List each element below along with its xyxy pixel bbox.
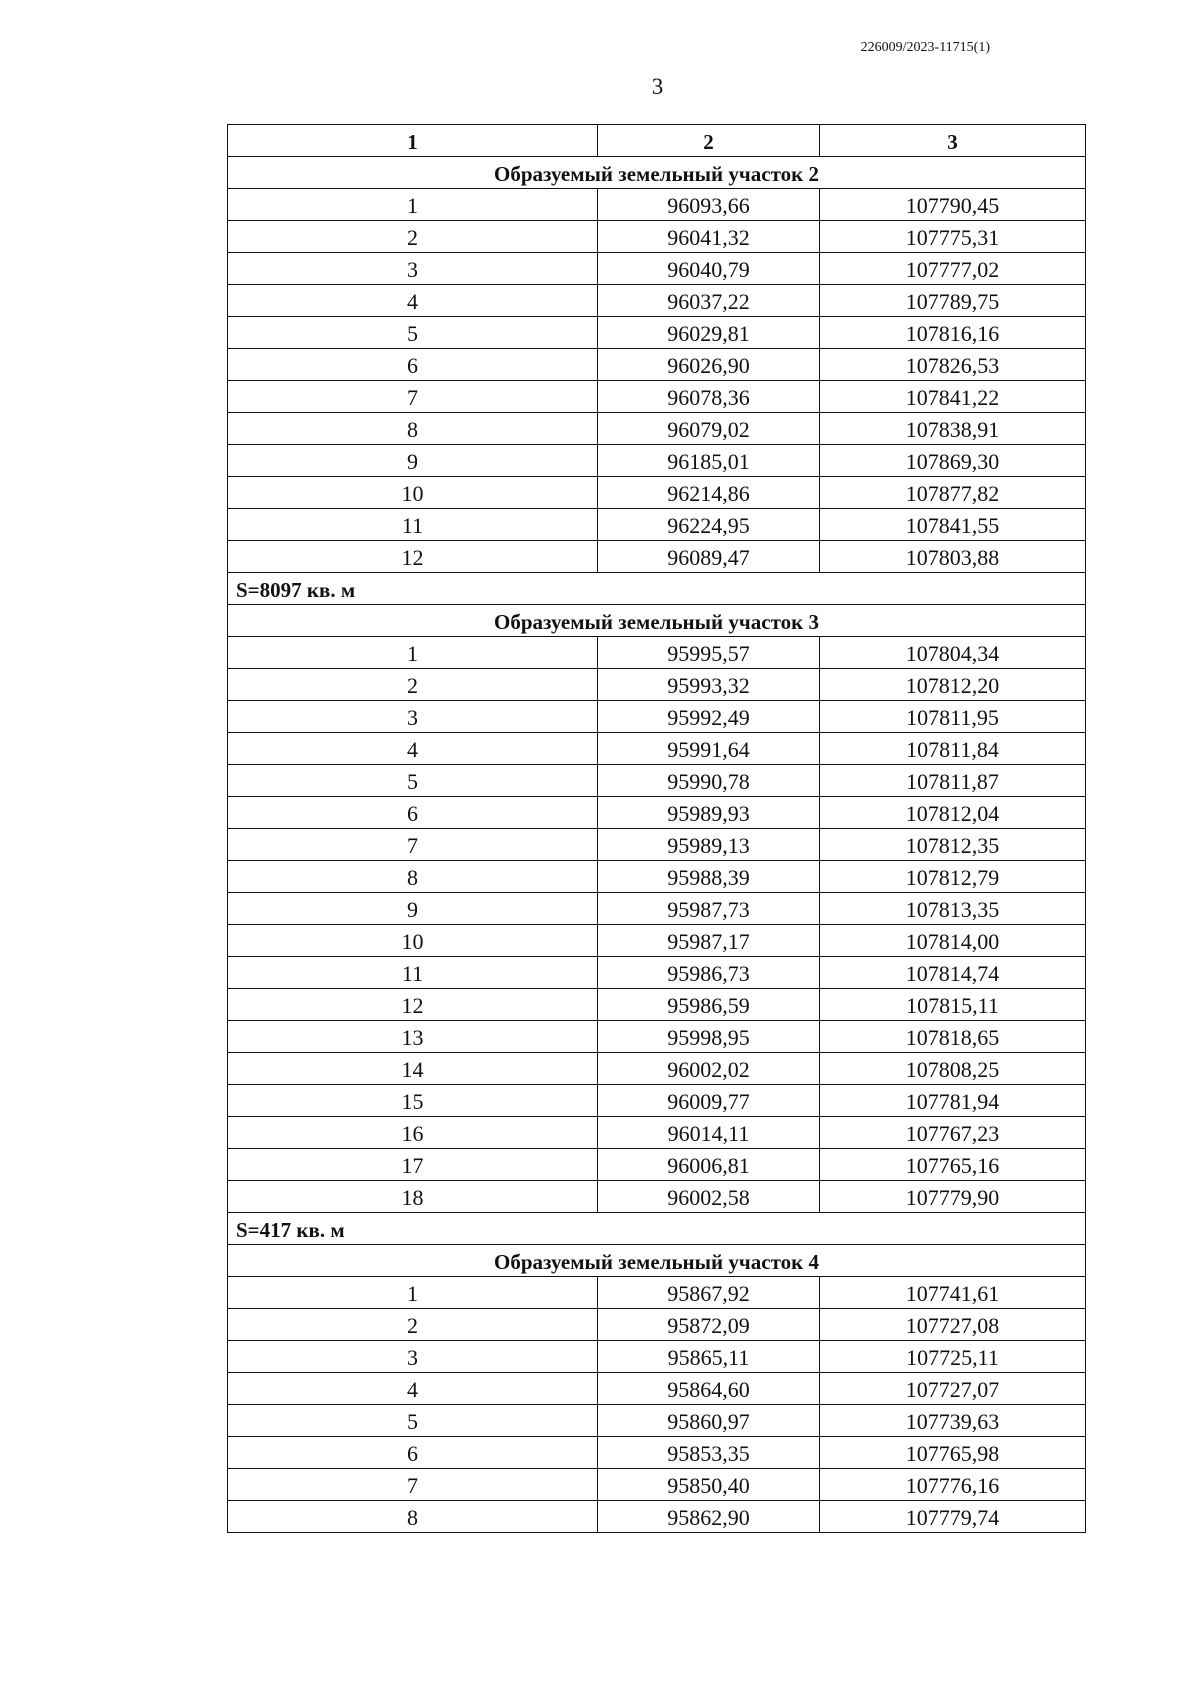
section-title: Образуемый земельный участок 2 (228, 157, 1086, 189)
y-coordinate-cell: 107789,75 (820, 285, 1086, 317)
x-coordinate-cell: 95995,57 (598, 637, 820, 669)
section-title: Образуемый земельный участок 4 (228, 1245, 1086, 1277)
y-coordinate-cell: 107781,94 (820, 1085, 1086, 1117)
point-number-cell: 7 (228, 829, 598, 861)
point-number-cell: 10 (228, 925, 598, 957)
table-row (228, 765, 1086, 797)
point-number-cell: 11 (228, 957, 598, 989)
point-number-cell: 5 (228, 317, 598, 349)
x-coordinate-cell: 96089,47 (598, 541, 820, 573)
y-coordinate-cell: 107803,88 (820, 541, 1086, 573)
x-coordinate-cell: 95986,59 (598, 989, 820, 1021)
y-coordinate-cell: 107813,35 (820, 893, 1086, 925)
x-coordinate-cell: 96041,32 (598, 221, 820, 253)
area-row (228, 573, 1086, 605)
table-row (228, 861, 1086, 893)
y-coordinate-cell: 107812,20 (820, 669, 1086, 701)
point-number-cell: 15 (228, 1085, 598, 1117)
area-value: S=8097 кв. м (228, 573, 1086, 605)
point-number-cell: 3 (228, 701, 598, 733)
x-coordinate-cell: 96224,95 (598, 509, 820, 541)
table-row (228, 221, 1086, 253)
table-row (228, 1117, 1086, 1149)
y-coordinate-cell: 107727,08 (820, 1309, 1086, 1341)
table-row (228, 381, 1086, 413)
x-coordinate-cell: 95987,17 (598, 925, 820, 957)
table-row (228, 829, 1086, 861)
y-coordinate-cell: 107776,16 (820, 1469, 1086, 1501)
point-number-cell: 8 (228, 1501, 598, 1533)
y-coordinate-cell: 107790,45 (820, 189, 1086, 221)
section-title: Образуемый земельный участок 3 (228, 605, 1086, 637)
x-coordinate-cell: 96009,77 (598, 1085, 820, 1117)
x-coordinate-cell: 95872,09 (598, 1309, 820, 1341)
point-number-cell: 5 (228, 765, 598, 797)
table-row (228, 477, 1086, 509)
y-coordinate-cell: 107727,07 (820, 1373, 1086, 1405)
table-row (228, 957, 1086, 989)
column-header-2: 2 (598, 125, 820, 157)
point-number-cell: 13 (228, 1021, 598, 1053)
y-coordinate-cell: 107818,65 (820, 1021, 1086, 1053)
x-coordinate-cell: 95850,40 (598, 1469, 820, 1501)
y-coordinate-cell: 107877,82 (820, 477, 1086, 509)
table-row (228, 253, 1086, 285)
table-row (228, 797, 1086, 829)
y-coordinate-cell: 107812,35 (820, 829, 1086, 861)
y-coordinate-cell: 107815,11 (820, 989, 1086, 1021)
table-row (228, 317, 1086, 349)
table-row (228, 541, 1086, 573)
point-number-cell: 2 (228, 669, 598, 701)
section-title-row (228, 157, 1086, 189)
point-number-cell: 4 (228, 285, 598, 317)
point-number-cell: 8 (228, 413, 598, 445)
y-coordinate-cell: 107841,55 (820, 509, 1086, 541)
x-coordinate-cell: 96006,81 (598, 1149, 820, 1181)
x-coordinate-cell: 95865,11 (598, 1341, 820, 1373)
table-row (228, 1341, 1086, 1373)
y-coordinate-cell: 107767,23 (820, 1117, 1086, 1149)
table-row (228, 1309, 1086, 1341)
y-coordinate-cell: 107811,95 (820, 701, 1086, 733)
point-number-cell: 1 (228, 637, 598, 669)
coordinates-table-body (228, 125, 1086, 1533)
document-id: 226009/2023-11715(1) (860, 40, 990, 55)
y-coordinate-cell: 107812,79 (820, 861, 1086, 893)
table-row (228, 1277, 1086, 1309)
x-coordinate-cell: 96078,36 (598, 381, 820, 413)
x-coordinate-cell: 96040,79 (598, 253, 820, 285)
table-row (228, 509, 1086, 541)
point-number-cell: 12 (228, 989, 598, 1021)
x-coordinate-cell: 95992,49 (598, 701, 820, 733)
y-coordinate-cell: 107779,74 (820, 1501, 1086, 1533)
x-coordinate-cell: 96014,11 (598, 1117, 820, 1149)
table-row (228, 893, 1086, 925)
point-number-cell: 7 (228, 381, 598, 413)
table-row (228, 1437, 1086, 1469)
section-title-row (228, 605, 1086, 637)
coordinates-table (227, 124, 1086, 1533)
table-row (228, 733, 1086, 765)
x-coordinate-cell: 96185,01 (598, 445, 820, 477)
point-number-cell: 4 (228, 1373, 598, 1405)
table-row (228, 1149, 1086, 1181)
x-coordinate-cell: 95988,39 (598, 861, 820, 893)
point-number-cell: 4 (228, 733, 598, 765)
x-coordinate-cell: 96029,81 (598, 317, 820, 349)
table-row (228, 189, 1086, 221)
point-number-cell: 9 (228, 445, 598, 477)
table-row (228, 413, 1086, 445)
x-coordinate-cell: 95853,35 (598, 1437, 820, 1469)
table-row (228, 1085, 1086, 1117)
y-coordinate-cell: 107808,25 (820, 1053, 1086, 1085)
table-header-row (228, 125, 1086, 157)
point-number-cell: 16 (228, 1117, 598, 1149)
x-coordinate-cell: 95860,97 (598, 1405, 820, 1437)
x-coordinate-cell: 96002,02 (598, 1053, 820, 1085)
point-number-cell: 2 (228, 221, 598, 253)
table-row (228, 701, 1086, 733)
x-coordinate-cell: 96079,02 (598, 413, 820, 445)
table-row (228, 1469, 1086, 1501)
y-coordinate-cell: 107838,91 (820, 413, 1086, 445)
table-row (228, 989, 1086, 1021)
y-coordinate-cell: 107775,31 (820, 221, 1086, 253)
point-number-cell: 14 (228, 1053, 598, 1085)
point-number-cell: 6 (228, 349, 598, 381)
y-coordinate-cell: 107725,11 (820, 1341, 1086, 1373)
x-coordinate-cell: 95993,32 (598, 669, 820, 701)
x-coordinate-cell: 95986,73 (598, 957, 820, 989)
page-number: 3 (651, 74, 664, 99)
y-coordinate-cell: 107739,63 (820, 1405, 1086, 1437)
table-row (228, 637, 1086, 669)
table-row (228, 669, 1086, 701)
point-number-cell: 8 (228, 861, 598, 893)
point-number-cell: 6 (228, 1437, 598, 1469)
point-number-cell: 6 (228, 797, 598, 829)
point-number-cell: 2 (228, 1309, 598, 1341)
point-number-cell: 1 (228, 189, 598, 221)
table-row (228, 1181, 1086, 1213)
x-coordinate-cell: 95862,90 (598, 1501, 820, 1533)
table-row (228, 1501, 1086, 1533)
y-coordinate-cell: 107816,16 (820, 317, 1086, 349)
y-coordinate-cell: 107811,84 (820, 733, 1086, 765)
x-coordinate-cell: 95987,73 (598, 893, 820, 925)
point-number-cell: 3 (228, 1341, 598, 1373)
x-coordinate-cell: 96002,58 (598, 1181, 820, 1213)
point-number-cell: 1 (228, 1277, 598, 1309)
y-coordinate-cell: 107804,34 (820, 637, 1086, 669)
y-coordinate-cell: 107765,98 (820, 1437, 1086, 1469)
y-coordinate-cell: 107814,74 (820, 957, 1086, 989)
y-coordinate-cell: 107777,02 (820, 253, 1086, 285)
table-row (228, 349, 1086, 381)
table-row (228, 925, 1086, 957)
table-row (228, 445, 1086, 477)
y-coordinate-cell: 107741,61 (820, 1277, 1086, 1309)
x-coordinate-cell: 96093,66 (598, 189, 820, 221)
table-row (228, 1021, 1086, 1053)
column-header-3: 3 (820, 125, 1086, 157)
point-number-cell: 7 (228, 1469, 598, 1501)
table-row (228, 1373, 1086, 1405)
x-coordinate-cell: 95998,95 (598, 1021, 820, 1053)
y-coordinate-cell: 107869,30 (820, 445, 1086, 477)
x-coordinate-cell: 95989,93 (598, 797, 820, 829)
x-coordinate-cell: 96026,90 (598, 349, 820, 381)
table-row (228, 1405, 1086, 1437)
y-coordinate-cell: 107811,87 (820, 765, 1086, 797)
column-header-1: 1 (228, 125, 598, 157)
y-coordinate-cell: 107779,90 (820, 1181, 1086, 1213)
point-number-cell: 11 (228, 509, 598, 541)
table-row (228, 1053, 1086, 1085)
x-coordinate-cell: 95867,92 (598, 1277, 820, 1309)
point-number-cell: 17 (228, 1149, 598, 1181)
x-coordinate-cell: 95991,64 (598, 733, 820, 765)
y-coordinate-cell: 107812,04 (820, 797, 1086, 829)
table-row (228, 285, 1086, 317)
y-coordinate-cell: 107841,22 (820, 381, 1086, 413)
point-number-cell: 9 (228, 893, 598, 925)
y-coordinate-cell: 107814,00 (820, 925, 1086, 957)
point-number-cell: 18 (228, 1181, 598, 1213)
point-number-cell: 12 (228, 541, 598, 573)
area-value: S=417 кв. м (228, 1213, 1086, 1245)
x-coordinate-cell: 95864,60 (598, 1373, 820, 1405)
section-title-row (228, 1245, 1086, 1277)
x-coordinate-cell: 95989,13 (598, 829, 820, 861)
y-coordinate-cell: 107765,16 (820, 1149, 1086, 1181)
point-number-cell: 5 (228, 1405, 598, 1437)
x-coordinate-cell: 96214,86 (598, 477, 820, 509)
y-coordinate-cell: 107826,53 (820, 349, 1086, 381)
point-number-cell: 3 (228, 253, 598, 285)
x-coordinate-cell: 95990,78 (598, 765, 820, 797)
point-number-cell: 10 (228, 477, 598, 509)
area-row (228, 1213, 1086, 1245)
x-coordinate-cell: 96037,22 (598, 285, 820, 317)
